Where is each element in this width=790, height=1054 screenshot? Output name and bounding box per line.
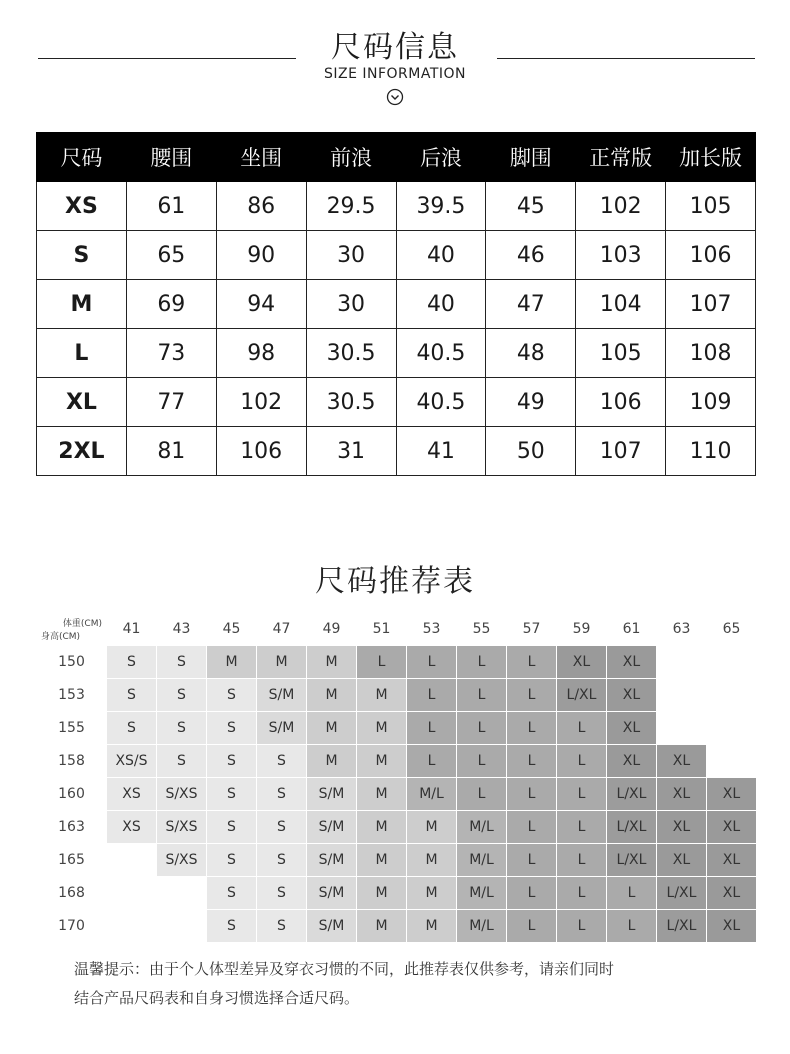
weight-header-cell: 51 xyxy=(357,613,407,646)
recommend-size-cell: S/M xyxy=(307,811,357,844)
recommend-size-cell: L xyxy=(407,679,457,712)
recommend-size-cell: M xyxy=(307,712,357,745)
recommend-size-cell: M xyxy=(357,910,407,943)
recommend-size-cell: XL xyxy=(607,646,657,679)
recommend-size-cell: S/M xyxy=(307,877,357,910)
height-header-cell: 163 xyxy=(37,811,107,844)
recommend-size-cell: S xyxy=(157,679,207,712)
header-cell: 尺码 xyxy=(37,133,127,182)
recommend-size-cell: XL xyxy=(707,778,757,811)
recommend-row xyxy=(37,844,757,877)
recommend-size-cell: L/XL xyxy=(607,844,657,877)
recommend-size-cell: L xyxy=(507,877,557,910)
recommend-size-cell xyxy=(107,910,157,943)
recommend-size-cell: M/L xyxy=(457,910,507,943)
recommend-size-cell: S/XS xyxy=(157,844,207,877)
recommend-size-cell: S xyxy=(257,844,307,877)
recommend-size-cell: L xyxy=(507,646,557,679)
recommend-size-cell: L xyxy=(557,778,607,811)
recommend-size-cell: S xyxy=(157,745,207,778)
size-value-cell: 61 xyxy=(126,182,216,231)
recommend-table xyxy=(36,612,757,943)
recommend-title: 尺码推荐表 xyxy=(315,564,475,599)
size-table-row xyxy=(37,280,756,329)
recommend-size-cell xyxy=(657,712,707,745)
recommend-size-cell: S/M xyxy=(307,844,357,877)
recommend-size-cell xyxy=(707,745,757,778)
header-cell: 后浪 xyxy=(396,133,486,182)
recommend-size-cell: S xyxy=(107,712,157,745)
recommend-size-cell: L xyxy=(557,877,607,910)
recommend-size-cell: XS xyxy=(107,811,157,844)
recommend-header-row xyxy=(37,613,757,646)
size-value-cell: 90 xyxy=(216,231,306,280)
weight-header-cell: 45 xyxy=(207,613,257,646)
size-value-cell: 40 xyxy=(396,231,486,280)
recommend-size-cell: L xyxy=(457,745,507,778)
size-value-cell: 69 xyxy=(126,280,216,329)
size-value-cell: 29.5 xyxy=(306,182,396,231)
size-value-cell: 30.5 xyxy=(306,329,396,378)
recommend-size-cell: M xyxy=(407,844,457,877)
recommend-size-cell: M xyxy=(357,844,407,877)
size-info-subtitle: SIZE INFORMATION xyxy=(323,66,467,82)
recommend-size-cell: XL xyxy=(707,910,757,943)
size-value-cell: 110 xyxy=(666,427,756,476)
recommend-size-cell: M xyxy=(357,877,407,910)
recommend-size-cell xyxy=(657,679,707,712)
recommend-size-cell: XL xyxy=(607,679,657,712)
recommend-size-cell: XL xyxy=(657,811,707,844)
recommend-size-cell: L xyxy=(557,910,607,943)
header-cell: 加长版 xyxy=(666,133,756,182)
recommend-row xyxy=(37,646,757,679)
recommend-size-cell xyxy=(157,877,207,910)
recommend-size-cell: L xyxy=(557,745,607,778)
recommend-size-cell: M xyxy=(257,646,307,679)
recommend-size-cell: M xyxy=(357,679,407,712)
size-value-cell: 108 xyxy=(666,329,756,378)
size-value-cell: 40.5 xyxy=(396,378,486,427)
size-value-cell: 30 xyxy=(306,280,396,329)
size-table-header-row xyxy=(37,133,756,182)
recommend-size-cell xyxy=(707,679,757,712)
recommend-size-cell: L/XL xyxy=(657,877,707,910)
recommend-size-cell: M xyxy=(307,646,357,679)
header-cell: 前浪 xyxy=(306,133,396,182)
recommend-size-cell: L xyxy=(607,877,657,910)
size-table-row xyxy=(37,231,756,280)
size-value-cell: 48 xyxy=(486,329,576,378)
size-label-cell: XS xyxy=(37,182,127,231)
recommend-row xyxy=(37,778,757,811)
size-label-cell: M xyxy=(37,280,127,329)
recommend-size-cell: S/XS xyxy=(157,811,207,844)
size-label-cell: S xyxy=(37,231,127,280)
recommend-size-cell xyxy=(657,646,707,679)
weight-header-cell: 47 xyxy=(257,613,307,646)
size-value-cell: 98 xyxy=(216,329,306,378)
recommend-size-cell: S xyxy=(257,745,307,778)
corner-weight-label: 体重(CM) xyxy=(62,619,102,629)
size-table-row xyxy=(37,427,756,476)
size-table-row xyxy=(37,182,756,231)
recommend-size-cell: M xyxy=(207,646,257,679)
recommend-size-cell: XL xyxy=(707,811,757,844)
recommend-size-cell: S xyxy=(207,712,257,745)
recommend-size-cell: L xyxy=(507,745,557,778)
recommend-size-cell: S xyxy=(207,745,257,778)
size-value-cell: 30.5 xyxy=(306,378,396,427)
recommend-size-cell: S xyxy=(257,778,307,811)
recommend-size-cell: S/M xyxy=(257,679,307,712)
weight-header-cell: 61 xyxy=(607,613,657,646)
size-value-cell: 46 xyxy=(486,231,576,280)
recommend-row xyxy=(37,811,757,844)
chevron-down-icon xyxy=(386,88,404,106)
recommend-size-cell: S xyxy=(207,679,257,712)
recommend-size-cell: XL xyxy=(607,745,657,778)
recommend-size-cell: S xyxy=(257,811,307,844)
recommend-row xyxy=(37,679,757,712)
size-value-cell: 41 xyxy=(396,427,486,476)
recommend-size-cell: XL xyxy=(657,745,707,778)
recommend-row xyxy=(37,877,757,910)
recommend-size-cell: S xyxy=(207,844,257,877)
recommend-size-cell: XL xyxy=(557,646,607,679)
recommend-size-cell: M xyxy=(407,877,457,910)
weight-header-cell: 43 xyxy=(157,613,207,646)
size-value-cell: 40.5 xyxy=(396,329,486,378)
recommend-size-cell: M xyxy=(357,745,407,778)
recommend-size-cell: M xyxy=(307,679,357,712)
weight-header-cell: 55 xyxy=(457,613,507,646)
size-value-cell: 107 xyxy=(666,280,756,329)
weight-header-cell: 65 xyxy=(707,613,757,646)
recommend-size-cell: L xyxy=(607,910,657,943)
recommend-size-cell xyxy=(707,712,757,745)
height-header-cell: 170 xyxy=(37,910,107,943)
recommend-size-cell: S xyxy=(157,646,207,679)
recommend-size-cell: S xyxy=(157,712,207,745)
recommend-size-cell: L xyxy=(357,646,407,679)
recommend-size-cell: L xyxy=(507,910,557,943)
size-value-cell: 106 xyxy=(666,231,756,280)
size-value-cell: 105 xyxy=(666,182,756,231)
size-value-cell: 106 xyxy=(216,427,306,476)
size-info-header xyxy=(0,0,790,120)
size-value-cell: 102 xyxy=(216,378,306,427)
size-value-cell: 65 xyxy=(126,231,216,280)
recommend-size-cell: S xyxy=(207,877,257,910)
size-value-cell: 107 xyxy=(576,427,666,476)
size-value-cell: 94 xyxy=(216,280,306,329)
recommend-size-cell: L xyxy=(457,778,507,811)
recommend-size-cell: L xyxy=(407,646,457,679)
weight-header-cell: 63 xyxy=(657,613,707,646)
size-value-cell: 31 xyxy=(306,427,396,476)
weight-header-cell: 53 xyxy=(407,613,457,646)
size-value-cell: 104 xyxy=(576,280,666,329)
recommend-size-cell: L xyxy=(557,712,607,745)
size-table-row xyxy=(37,329,756,378)
recommend-size-cell: M/L xyxy=(457,811,507,844)
weight-header-cell: 59 xyxy=(557,613,607,646)
height-header-cell: 165 xyxy=(37,844,107,877)
size-value-cell: 40 xyxy=(396,280,486,329)
recommend-size-cell xyxy=(107,844,157,877)
height-header-cell: 153 xyxy=(37,679,107,712)
header-cell: 正常版 xyxy=(576,133,666,182)
recommend-size-cell: S/M xyxy=(257,712,307,745)
weight-header-cell: 49 xyxy=(307,613,357,646)
recommend-size-cell: L/XL xyxy=(607,778,657,811)
recommend-size-cell: L xyxy=(507,778,557,811)
recommend-size-cell: XL xyxy=(707,877,757,910)
recommend-size-cell: S xyxy=(257,910,307,943)
size-info-table xyxy=(36,132,756,476)
recommend-size-cell: M/L xyxy=(407,778,457,811)
recommend-size-cell: M xyxy=(357,712,407,745)
size-value-cell: 77 xyxy=(126,378,216,427)
recommend-size-cell: L xyxy=(557,844,607,877)
recommend-size-cell: L xyxy=(507,712,557,745)
recommend-size-cell xyxy=(157,910,207,943)
recommend-size-cell: L xyxy=(407,745,457,778)
recommend-row xyxy=(37,745,757,778)
tip-line-1: 温馨提示：由于个人体型差异及穿衣习惯的不同，此推荐表仅供参考，请亲们同时 xyxy=(74,960,615,978)
recommend-size-cell: L xyxy=(507,679,557,712)
size-value-cell: 49 xyxy=(486,378,576,427)
recommend-size-cell: S xyxy=(207,778,257,811)
size-label-cell: L xyxy=(37,329,127,378)
size-value-cell: 86 xyxy=(216,182,306,231)
recommend-size-cell: S xyxy=(107,646,157,679)
recommend-size-cell: M/L xyxy=(457,877,507,910)
recommend-size-cell: L xyxy=(457,646,507,679)
size-value-cell: 81 xyxy=(126,427,216,476)
recommend-size-cell: M xyxy=(357,811,407,844)
recommend-size-cell: L xyxy=(507,844,557,877)
recommend-size-cell: L xyxy=(457,679,507,712)
height-header-cell: 160 xyxy=(37,778,107,811)
weight-header-cell: 57 xyxy=(507,613,557,646)
size-value-cell: 105 xyxy=(576,329,666,378)
recommend-size-cell: S/M xyxy=(307,910,357,943)
recommend-size-cell xyxy=(107,877,157,910)
size-value-cell: 106 xyxy=(576,378,666,427)
size-value-cell: 50 xyxy=(486,427,576,476)
tip-line-2: 结合产品尺码表和自身习惯选择合适尺码。 xyxy=(74,989,360,1007)
recommend-size-cell: L xyxy=(557,811,607,844)
recommend-size-cell: L/XL xyxy=(607,811,657,844)
recommend-size-cell: S xyxy=(107,679,157,712)
header-cell: 腰围 xyxy=(126,133,216,182)
recommend-size-cell: XL xyxy=(607,712,657,745)
recommend-size-cell: L/XL xyxy=(557,679,607,712)
recommend-size-cell: XS/S xyxy=(107,745,157,778)
recommend-size-cell: M xyxy=(357,778,407,811)
header-cell: 脚围 xyxy=(486,133,576,182)
recommend-size-cell: XL xyxy=(657,844,707,877)
size-value-cell: 39.5 xyxy=(396,182,486,231)
size-info-title: 尺码信息 xyxy=(331,30,459,65)
size-value-cell: 102 xyxy=(576,182,666,231)
recommend-size-cell: M xyxy=(407,811,457,844)
weight-header-cell: 41 xyxy=(107,613,157,646)
recommend-size-cell: M xyxy=(307,745,357,778)
recommend-size-cell: L xyxy=(407,712,457,745)
recommend-size-cell: S/XS xyxy=(157,778,207,811)
recommend-size-cell: M xyxy=(407,910,457,943)
size-value-cell: 30 xyxy=(306,231,396,280)
corner-height-label: 身高(CM) xyxy=(41,632,81,642)
recommend-size-cell: M/L xyxy=(457,844,507,877)
recommend-size-cell xyxy=(707,646,757,679)
recommend-table-wrap xyxy=(36,612,756,940)
recommend-size-cell: L/XL xyxy=(657,910,707,943)
recommend-size-cell: L xyxy=(457,712,507,745)
height-header-cell: 168 xyxy=(37,877,107,910)
recommend-row xyxy=(37,712,757,745)
height-header-cell: 158 xyxy=(37,745,107,778)
size-table-row xyxy=(37,378,756,427)
tip-note xyxy=(74,955,754,1013)
recommend-size-cell: L xyxy=(507,811,557,844)
recommend-size-cell: S xyxy=(207,811,257,844)
size-label-cell: 2XL xyxy=(37,427,127,476)
recommend-size-cell: S/M xyxy=(307,778,357,811)
size-value-cell: 45 xyxy=(486,182,576,231)
height-header-cell: 150 xyxy=(37,646,107,679)
size-value-cell: 103 xyxy=(576,231,666,280)
recommend-size-cell: XS xyxy=(107,778,157,811)
size-value-cell: 109 xyxy=(666,378,756,427)
header-cell: 坐围 xyxy=(216,133,306,182)
size-value-cell: 47 xyxy=(486,280,576,329)
corner-cell xyxy=(37,613,107,646)
recommend-size-cell: XL xyxy=(707,844,757,877)
recommend-size-cell: S xyxy=(257,877,307,910)
size-label-cell: XL xyxy=(37,378,127,427)
height-header-cell: 155 xyxy=(37,712,107,745)
recommend-row xyxy=(37,910,757,943)
recommend-size-cell: XL xyxy=(657,778,707,811)
recommend-size-cell: S xyxy=(207,910,257,943)
size-value-cell: 73 xyxy=(126,329,216,378)
